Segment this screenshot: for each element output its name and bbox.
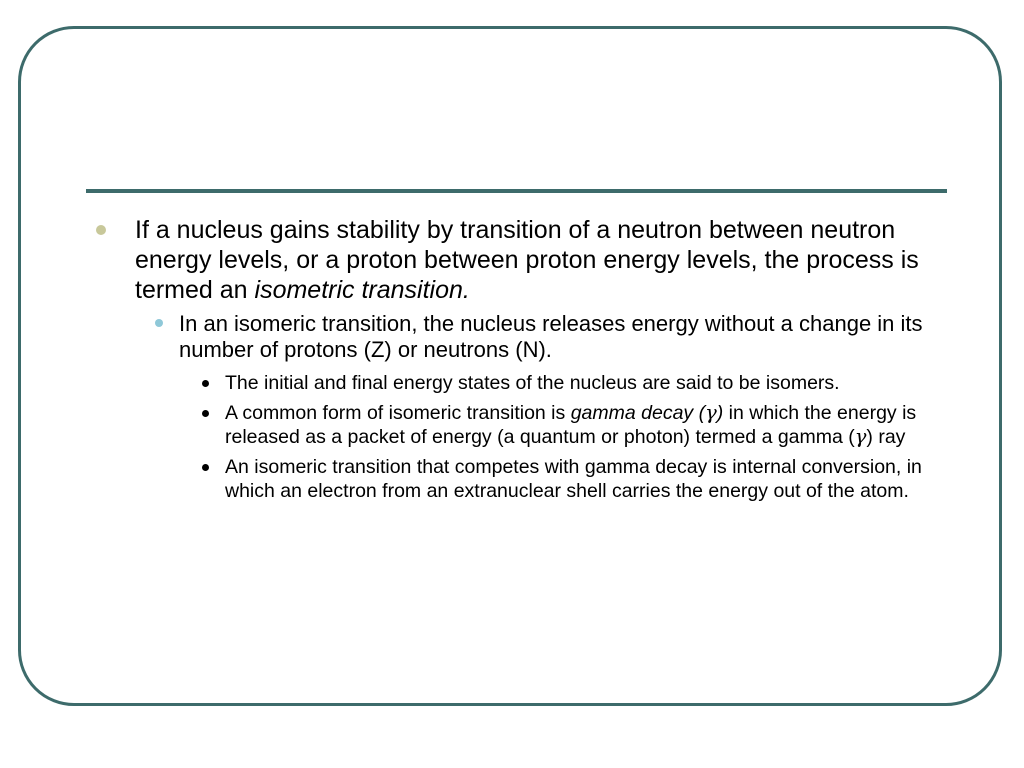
bullet-dot-icon — [202, 380, 209, 387]
bullet4-italic-close: ) — [716, 402, 724, 424]
bullet4-post: ) ray — [866, 426, 906, 448]
bullet1-text: If a nucleus gains stability by transition of a neutron between neutron energy levels, or a proton between proton energy levels, the process is termed an — [135, 216, 919, 304]
gamma-symbol: γ — [854, 425, 867, 448]
bullet3-text: The initial and final energy states of the nucleus are said to be isomers. — [225, 372, 840, 394]
slide-body — [88, 215, 948, 503]
bullet1-italic: isometric transition. — [254, 276, 470, 304]
bullet-dot-icon — [96, 225, 106, 235]
bullet4-mid: in which the energy is released as a packet of energy (a quantum or photon) termed a gamma ( — [225, 402, 917, 448]
gamma-symbol: γ — [705, 401, 717, 424]
bullet-level1-isometric-transition — [88, 215, 948, 305]
bullet4-pre: A common form of isomeric transition is — [225, 402, 571, 424]
title-divider — [86, 189, 947, 193]
bullet-level3-internal-conversion — [225, 455, 948, 503]
bullet-level3-gamma-decay — [225, 401, 948, 449]
bullet-level3-isomers — [225, 371, 948, 395]
bullet4-italic: gamma decay ( — [570, 402, 706, 424]
bullet-level2-isomeric-release — [179, 311, 948, 363]
bullet-dot-icon — [202, 410, 209, 417]
bullet-dot-icon — [155, 319, 163, 327]
bullet-dot-icon — [202, 464, 209, 471]
bullet2-text: In an isomeric transition, the nucleus releases energy without a change in its number of protons (Z) or neutrons (N). — [179, 311, 923, 362]
bullet5-text: An isomeric transition that competes with gamma decay is internal conversion, in which an electron from an extranuclear shell carries the energy out of the atom. — [225, 456, 922, 502]
